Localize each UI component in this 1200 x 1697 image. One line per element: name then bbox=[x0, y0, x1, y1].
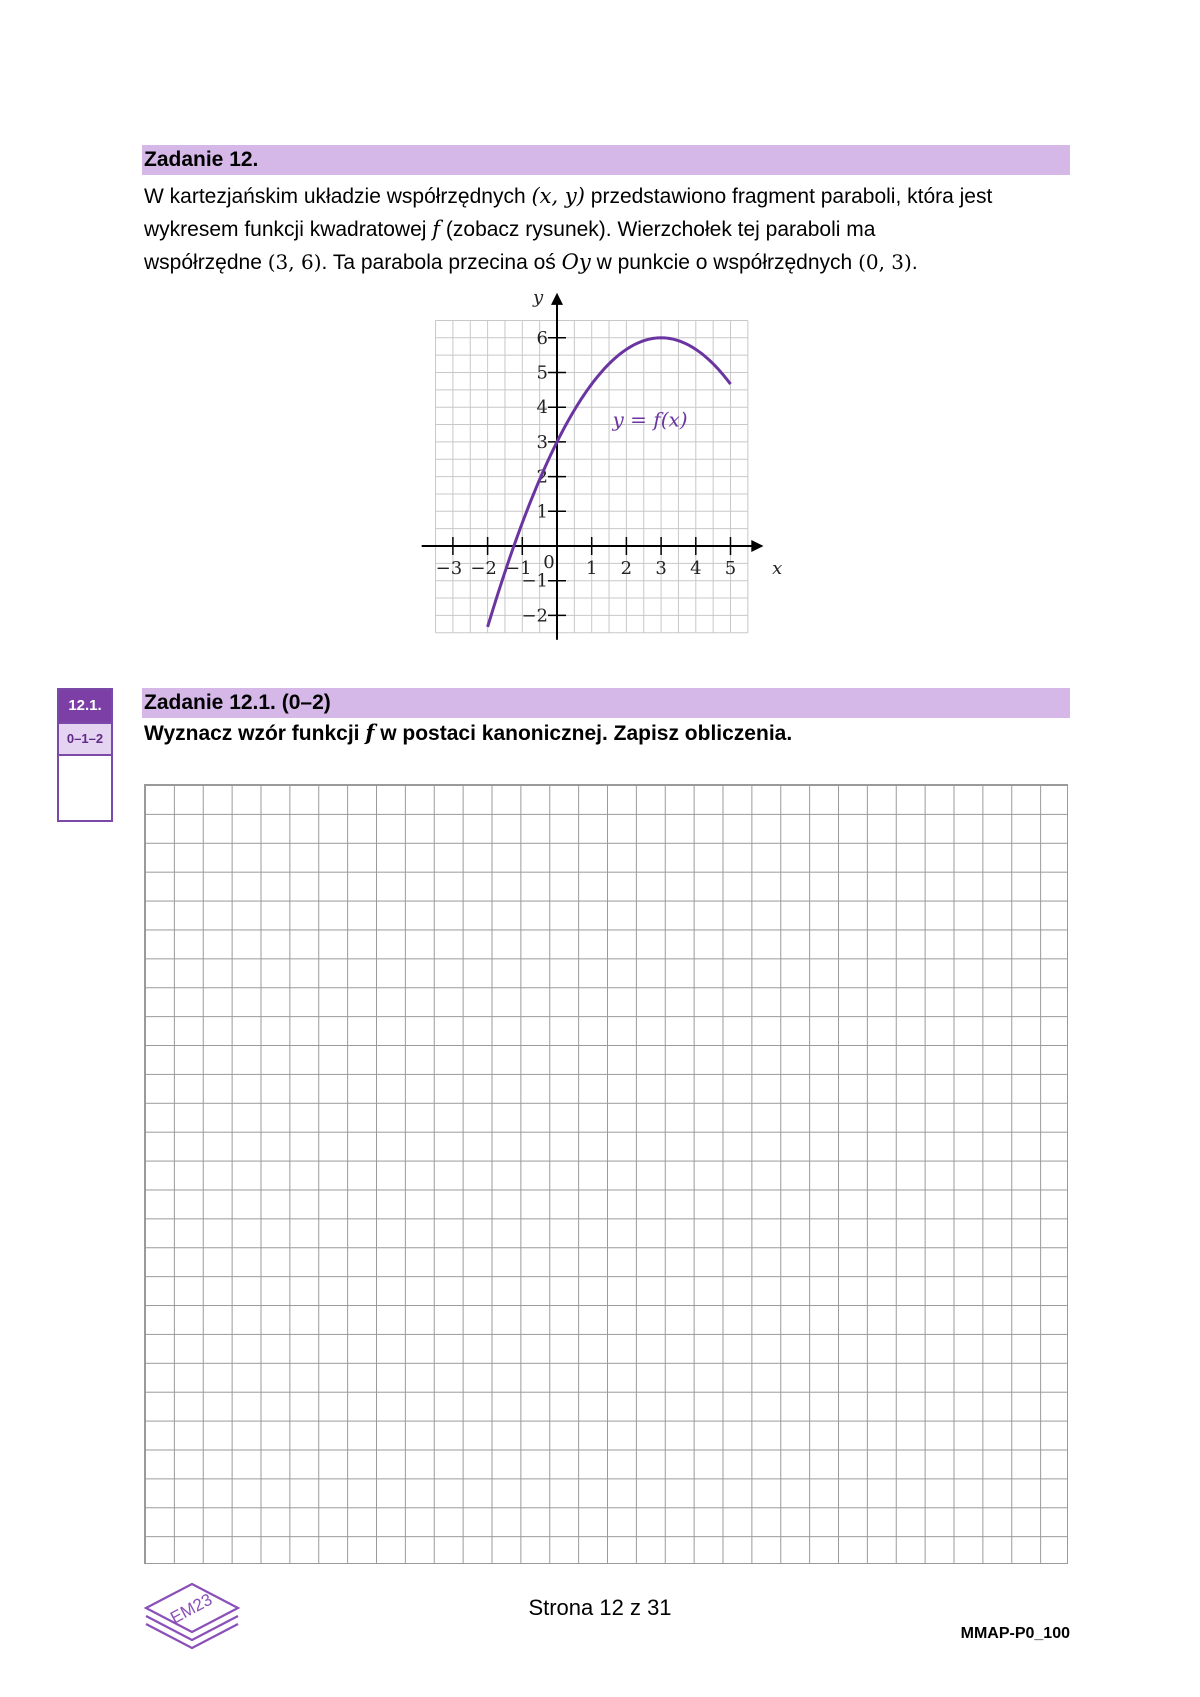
x-tick-label: 3 bbox=[655, 558, 667, 579]
intro-line-2 bbox=[144, 213, 1074, 246]
math-oy: Oy bbox=[561, 250, 591, 274]
intro-text: przedstawiono fragment paraboli, która jest bbox=[590, 185, 993, 208]
math-xy: (x, y) bbox=[531, 184, 585, 208]
x-tick-label: 5 bbox=[724, 558, 737, 579]
x-tick-label: −2 bbox=[470, 558, 497, 579]
exam-code: MMAP-P0_100 bbox=[960, 1625, 1070, 1642]
instruction-text: w postaci kanonicznej. Zapisz obliczenia. bbox=[380, 722, 793, 745]
intro-text: w punkcie o współrzędnych bbox=[596, 251, 853, 274]
parabola-graph bbox=[420, 288, 800, 658]
math-vertex: (3, 6) bbox=[267, 250, 322, 274]
y-tick-label: 2 bbox=[536, 466, 548, 488]
x-tick-label: −3 bbox=[435, 558, 463, 579]
x-axis-arrow bbox=[751, 540, 763, 552]
task-header bbox=[142, 145, 1070, 175]
score-box bbox=[57, 688, 113, 822]
x-tick-label: 1 bbox=[585, 558, 598, 579]
logo-text: EM23 bbox=[167, 1589, 216, 1628]
y-tick-label: −1 bbox=[521, 570, 548, 592]
intro-text: (zobacz rysunek). Wierzchołek tej paraboli ma bbox=[445, 218, 876, 241]
intro-text: wykresem funkcji kwadratowej bbox=[144, 218, 427, 241]
intro-text: . Ta parabola przecina oś bbox=[321, 251, 556, 274]
y-tick-label: 6 bbox=[536, 327, 548, 349]
subtask-number: 12.1. bbox=[59, 690, 111, 722]
x-tick-label: −1 bbox=[505, 558, 532, 579]
instruction-text: Wyznacz wzór funkcji bbox=[144, 722, 360, 745]
y-tick-label: 3 bbox=[536, 431, 548, 453]
x-tick-label: 2 bbox=[620, 558, 633, 579]
y-tick-label: 1 bbox=[536, 501, 548, 523]
intro-line-1 bbox=[144, 180, 1074, 213]
y-axis-label: y bbox=[533, 288, 544, 309]
y-tick-label: −2 bbox=[521, 605, 548, 627]
curve-label: y = f(x) bbox=[612, 407, 688, 432]
subtask-title: Zadanie 12.1. (0–2) bbox=[144, 691, 331, 714]
subtask-header bbox=[142, 688, 1070, 718]
intro-text: W kartezjańskim układzie współrzędnych bbox=[144, 185, 526, 208]
task-intro bbox=[144, 180, 1074, 279]
x-tick-label: 4 bbox=[690, 558, 702, 579]
task-title: Zadanie 12. bbox=[144, 148, 259, 171]
y-axis-arrow bbox=[551, 293, 563, 305]
y-tick-label: 4 bbox=[536, 397, 548, 419]
page-number: Strona 12 z 31 bbox=[528, 1595, 672, 1620]
intro-text: współrzędne bbox=[144, 251, 262, 274]
y-tick-label: 5 bbox=[536, 362, 548, 384]
answer-grid[interactable] bbox=[144, 784, 1068, 1564]
x-axis-label: x bbox=[772, 558, 783, 579]
origin-label: 0 bbox=[543, 552, 555, 573]
intro-text: . bbox=[911, 251, 918, 274]
points-scale: 0–1–2 bbox=[59, 722, 111, 756]
math-f: f bbox=[432, 217, 441, 241]
subtask-instruction bbox=[144, 720, 792, 746]
score-entry[interactable] bbox=[59, 756, 111, 822]
intro-line-3 bbox=[144, 246, 1074, 279]
math-intercept: (0, 3) bbox=[858, 250, 912, 274]
math-f: f bbox=[365, 720, 375, 745]
